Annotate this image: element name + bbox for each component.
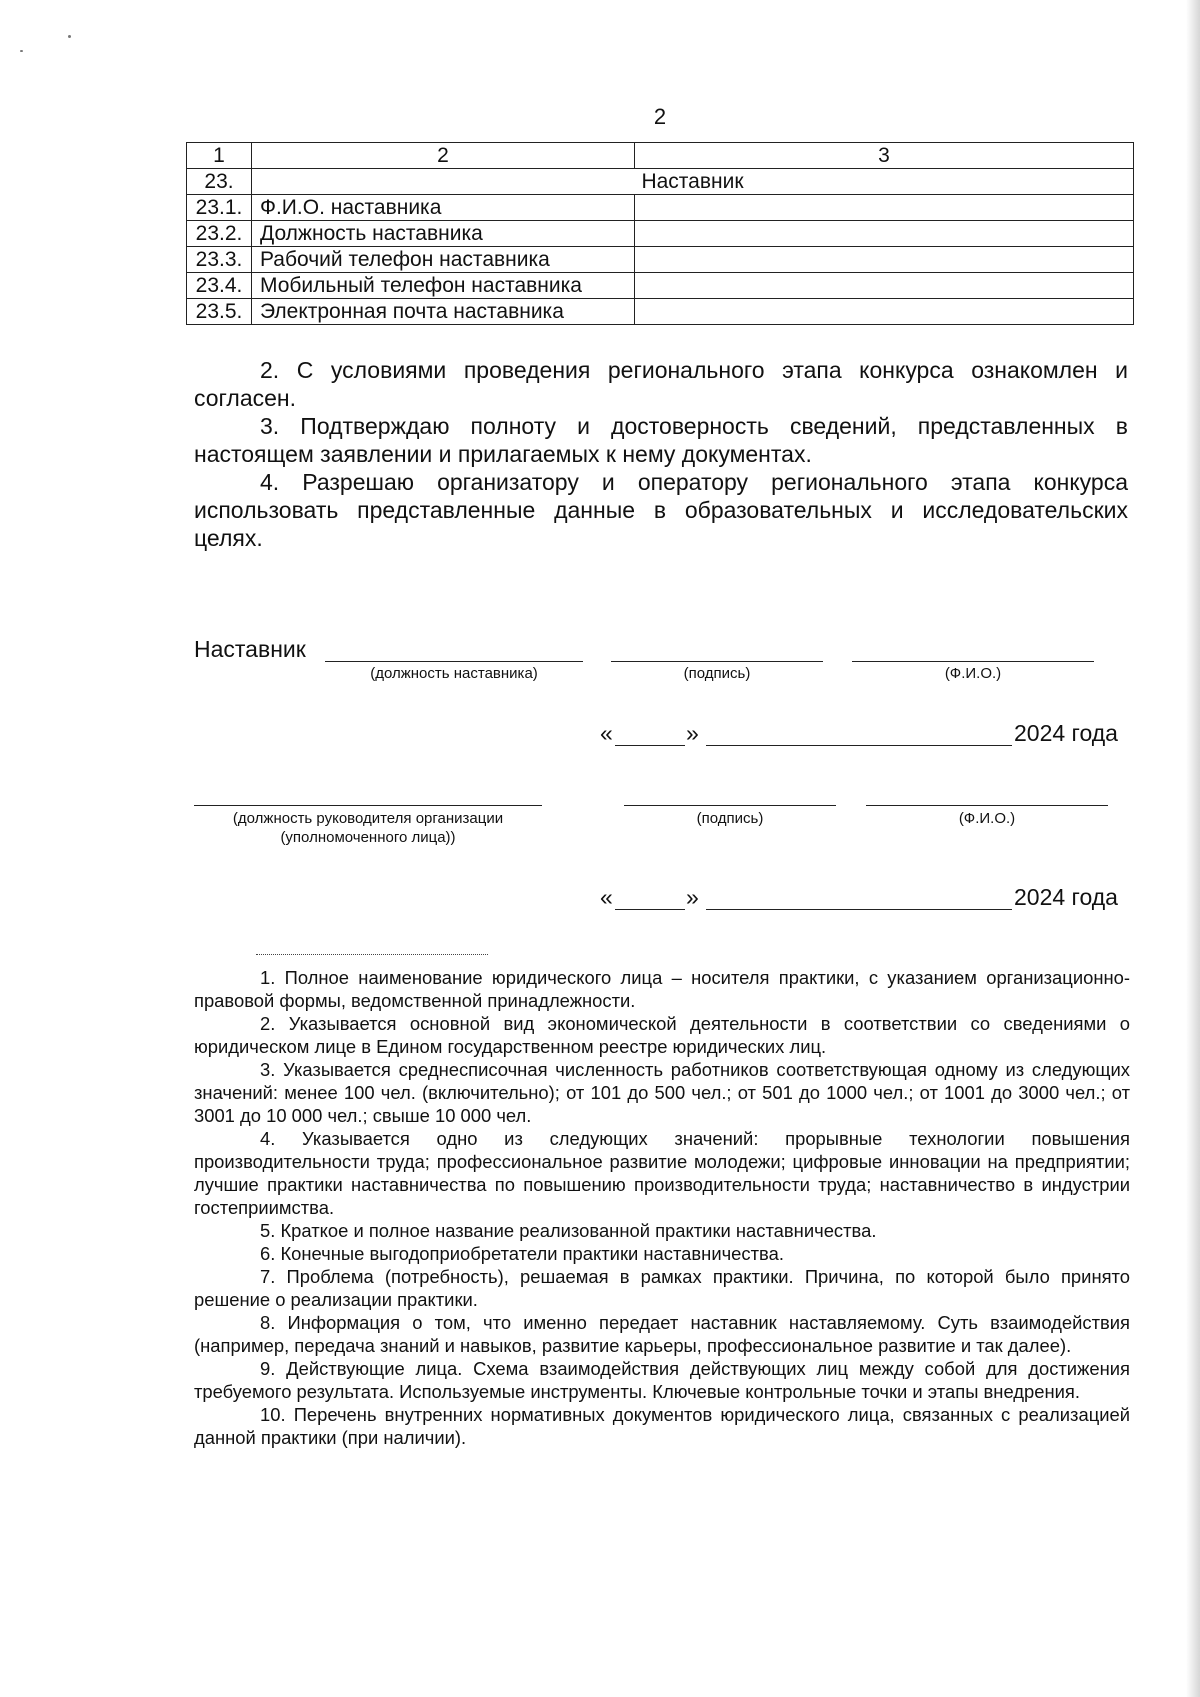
row-value-cell[interactable] (635, 221, 1134, 247)
footnote (194, 1242, 1130, 1265)
scan-page-edge (1186, 0, 1200, 1697)
table-row (187, 195, 1134, 221)
table-row (187, 221, 1134, 247)
footnote (194, 1127, 1130, 1219)
table-header-cell: 1 (187, 143, 252, 169)
head-position-line[interactable] (194, 805, 542, 806)
footnote-text: 5. Краткое и полное название реализованной практики наставничества. (260, 1220, 877, 1241)
declaration-text: 3. Подтверждаю полноту и достоверность сведений, представленных в настоящем заявлении и прилагаемых к нему документах. (194, 413, 1128, 467)
table-section-row (187, 169, 1134, 195)
row-number: 23.4. (187, 273, 252, 299)
mentor-signature-line[interactable] (611, 661, 823, 662)
caption-head-signature: (подпись) (696, 810, 764, 827)
declaration-text: 4. Разрешаю организатору и оператору регионального этапа конкурса использовать представленные данные в образовательных и исследовательских целях. (194, 469, 1128, 551)
row-number: 23.3. (187, 247, 252, 273)
mentor-name-line[interactable] (852, 661, 1094, 662)
table-header-row (187, 143, 1134, 169)
footnote (194, 1357, 1130, 1403)
footnote-text: 6. Конечные выгодоприобретатели практики наставничества. (260, 1243, 784, 1264)
footnote (194, 1219, 1130, 1242)
row-label: Мобильный телефон наставника (252, 273, 635, 299)
footnote-text: 2. Указывается основной вид экономической деятельности в соответствии со сведениями о юридическом лице в Едином государственном реестре юридических лиц. (194, 1013, 1130, 1057)
caption-head-position (194, 809, 542, 847)
caption-line: (должность руководителя организации (232, 810, 504, 827)
date-day-line[interactable] (615, 909, 685, 910)
footnote-text: 3. Указывается среднесписочная численность работников соответствующая одному из следующих значений: менее 100 чел. (включительно); от 101 до 500 чел.; от 501 до 1000 чел.; от 1001 до 3000 чел.; от 3001 до 10 000 чел.; свыше 10 000 чел. (194, 1059, 1130, 1126)
mentor-signature-label: Наставник (194, 636, 306, 662)
page-number: 2 (653, 104, 667, 129)
footnote (194, 1403, 1130, 1449)
scan-speck (68, 35, 71, 38)
row-value-cell[interactable] (635, 273, 1134, 299)
footnote (194, 1058, 1130, 1127)
footnote (194, 1311, 1130, 1357)
row-number: 23.5. (187, 299, 252, 325)
row-number: 23.2. (187, 221, 252, 247)
footnote-text: 1. Полное наименование юридического лица – носителя практики, с указанием организационно-правовой формы, ведомственной принадлежности. (194, 967, 1130, 1011)
date-open-quote: « (600, 720, 613, 746)
section-title: Наставник (252, 169, 1134, 195)
row-label: Должность наставника (252, 221, 635, 247)
row-label: Рабочий телефон наставника (252, 247, 635, 273)
mentor-position-line[interactable] (325, 661, 583, 662)
table-row (187, 247, 1134, 273)
table-header-cell: 2 (252, 143, 635, 169)
footnote-text: 4. Указывается одно из следующих значений: прорывные технологии повышения производительности труда; профессиональное развитие молодежи; цифровые инновации на предприятии; лучшие практики наставничества по повышению производительности труда; наставничество в индустрии гостеприимства. (194, 1128, 1130, 1218)
table-row (187, 299, 1134, 325)
head-signature-line[interactable] (624, 805, 836, 806)
footnote (194, 966, 1130, 1012)
declaration-consent (194, 356, 1128, 412)
declaration-text: 2. С условиями проведения регионального этапа конкурса ознакомлен и согласен. (194, 357, 1128, 411)
caption-mentor-signature: (подпись) (683, 665, 751, 682)
section-number: 23. (187, 169, 252, 195)
date-year: 2024 года (1014, 720, 1118, 746)
date-close-quote: » (686, 720, 699, 746)
scan-speck (20, 50, 23, 52)
footnotes (194, 966, 1130, 1449)
date-close-quote: » (686, 884, 699, 910)
row-number: 23.1. (187, 195, 252, 221)
footnote-text: 9. Действующие лица. Схема взаимодействия действующих лиц между собой для достижения требуемого результата. Используемые инструменты. Ключевые контрольные точки и этапы внедрения. (194, 1358, 1130, 1402)
row-value-cell[interactable] (635, 195, 1134, 221)
caption-mentor-position: (должность наставника) (370, 665, 538, 682)
date-month-line[interactable] (706, 909, 1012, 910)
footnote-text: 7. Проблема (потребность), решаемая в рамках практики. Причина, по которой было принято решение о реализации практики. (194, 1266, 1130, 1310)
table-header-cell: 3 (635, 143, 1134, 169)
row-value-cell[interactable] (635, 247, 1134, 273)
declaration-permission (194, 468, 1128, 552)
table-row (187, 273, 1134, 299)
date-open-quote: « (600, 884, 613, 910)
row-label: Ф.И.О. наставника (252, 195, 635, 221)
caption-mentor-name: (Ф.И.О.) (944, 665, 1002, 682)
date-year: 2024 года (1014, 884, 1118, 910)
head-name-line[interactable] (866, 805, 1108, 806)
date-day-line[interactable] (615, 745, 685, 746)
footnote-separator (256, 954, 488, 955)
row-label: Электронная почта наставника (252, 299, 635, 325)
date-month-line[interactable] (706, 745, 1012, 746)
caption-line: (уполномоченного лица)) (280, 829, 456, 846)
footnote-text: 8. Информация о том, что именно передает наставник наставляемому. Суть взаимодействия (например, передача знаний и навыков, развитие карьеры, профессиональное развитие и так далее). (194, 1312, 1130, 1356)
footnote (194, 1265, 1130, 1311)
row-value-cell[interactable] (635, 299, 1134, 325)
mentor-info-table (186, 142, 1134, 325)
declaration-accuracy (194, 412, 1128, 468)
footnote (194, 1012, 1130, 1058)
footnote-text: 10. Перечень внутренних нормативных документов юридического лица, связанных с реализацией данной практики (при наличии). (194, 1404, 1130, 1448)
caption-head-name: (Ф.И.О.) (958, 810, 1016, 827)
